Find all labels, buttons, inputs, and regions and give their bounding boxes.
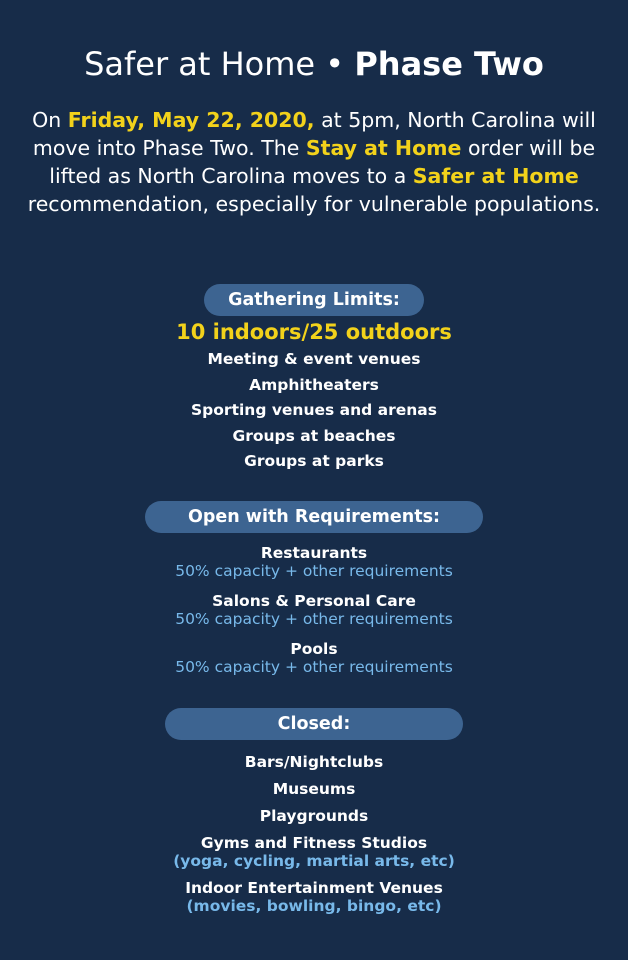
closed-item [0, 834, 628, 870]
gathering-item: Groups at beaches [232, 426, 396, 445]
closed-item [0, 753, 628, 771]
intro-text-4: recommendation, especially for vulnerable populations. [27, 192, 601, 216]
open-item-note: 50% capacity + other requirements [175, 562, 453, 580]
open-requirements-section [0, 544, 628, 688]
open-item [0, 544, 628, 580]
closed-item-note: (movies, bowling, bingo, etc) [186, 897, 442, 915]
gathering-item: Meeting & event venues [207, 350, 421, 368]
gathering-item: Amphitheaters [249, 375, 379, 394]
open-item [0, 592, 628, 628]
intro-paragraph [24, 106, 604, 218]
closed-item-name: Museums [272, 780, 356, 798]
closed-item [0, 780, 628, 798]
closed-item-name: Indoor Entertainment Venues [185, 879, 443, 897]
open-requirements-heading: Open with Requirements: [145, 501, 483, 533]
gathering-limits-value: 10 indoors/25 outdoors [176, 320, 452, 344]
intro-date: Friday, May 22, 2020, [67, 108, 315, 132]
gathering-item: Sporting venues and arenas [191, 401, 437, 419]
open-item-note: 50% capacity + other requirements [175, 658, 453, 676]
intro-text-1: On [32, 108, 68, 132]
open-item-note: 50% capacity + other requirements [175, 610, 453, 628]
closed-item-name: Playgrounds [259, 807, 369, 825]
closed-item [0, 807, 628, 825]
title-light: Safer at Home [84, 45, 316, 83]
title-separator: • [315, 45, 355, 83]
intro-stay-at-home: Stay at Home [305, 136, 462, 160]
closed-section [0, 753, 628, 924]
closed-item-name: Gyms and Fitness Studios [200, 834, 428, 852]
closed-item [0, 879, 628, 915]
gathering-limits-section [0, 317, 628, 475]
closed-item-name: Bars/Nightclubs [244, 753, 384, 771]
intro-safer-at-home: Safer at Home [412, 164, 579, 188]
open-item [0, 640, 628, 676]
gathering-item: Groups at parks [244, 452, 384, 470]
title-bold: Phase Two [354, 45, 544, 83]
closed-item-note: (yoga, cycling, martial arts, etc) [173, 852, 455, 870]
closed-heading: Closed: [165, 708, 463, 740]
open-item-name: Salons & Personal Care [212, 592, 416, 610]
open-item-name: Restaurants [260, 544, 368, 562]
page-title [0, 44, 628, 84]
intro-text-3: order will be lifted as North Carolina moves to a [49, 136, 596, 188]
open-item-name: Pools [290, 640, 338, 658]
gathering-limits-heading: Gathering Limits: [204, 284, 424, 316]
intro-text-2: at 5pm, North Carolina will move into Phase Two. The [32, 108, 596, 160]
